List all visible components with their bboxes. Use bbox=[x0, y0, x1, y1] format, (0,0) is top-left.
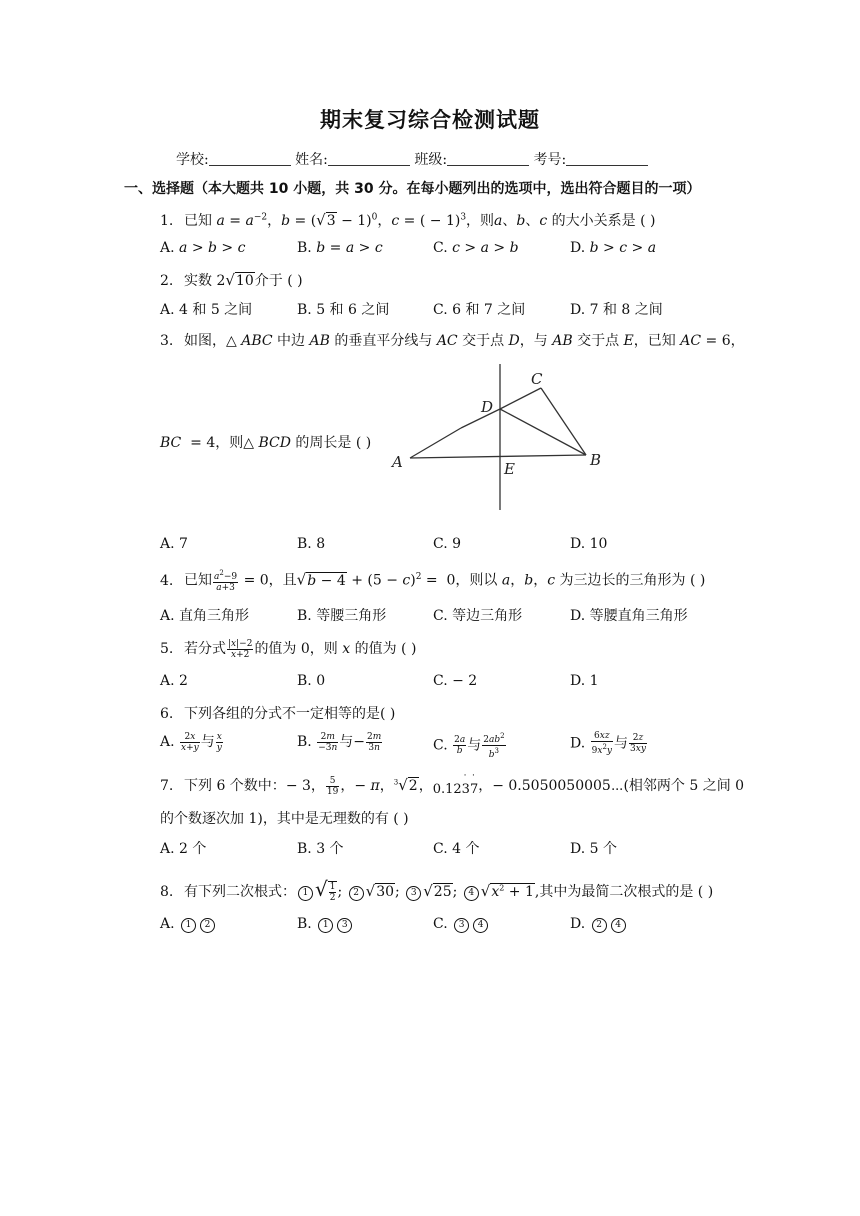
question-5: 5. 若分式 $\frac{|x|-2}{x+2}$ 的值为 0，则 x 的值为 ( ) bbox=[160, 638, 417, 660]
question-text: 介于 ( ) bbox=[254, 273, 303, 289]
exam-number-blank[interactable] bbox=[566, 151, 648, 166]
q5-option-a[interactable]: A. 2 bbox=[160, 673, 188, 689]
label-b: B bbox=[590, 451, 602, 469]
question-number: 2. bbox=[160, 273, 174, 289]
question-8: 8. 有下列二次根式： 1 √ $\frac{1}{2}$ ; 2 √30; 3 √25; 4 $√x^2 + 1$,其中为最简二次根式的是 ( ) bbox=[160, 877, 714, 903]
q3-option-c[interactable]: C. 9 bbox=[433, 536, 462, 552]
question-3: 3. 如图，△ ABC 中边 AB 的垂直平分线与 AC 交于点 D，与 AB 交于点 E，已知 AC = 6， bbox=[160, 333, 745, 349]
triangle-figure bbox=[386, 362, 626, 514]
q1-option-d[interactable]: D. b > c > a bbox=[570, 240, 657, 256]
question-number: 8. bbox=[160, 884, 174, 900]
q5-option-c[interactable]: C. − 2 bbox=[433, 673, 478, 689]
question-number: 1. bbox=[160, 213, 174, 229]
question-text: 有下列二次根式： bbox=[184, 884, 296, 900]
question-text: 若分式 bbox=[184, 641, 226, 657]
question-number: 3. bbox=[160, 333, 174, 349]
segment-ab bbox=[410, 455, 586, 458]
q2-option-c[interactable]: C. 6 和 7 之间 bbox=[433, 302, 526, 318]
q6-option-b[interactable]: B. $\frac{2m}{-3n}$ 与− $\frac{2m}{3n}$ bbox=[297, 731, 382, 753]
q4-option-a[interactable]: A. 直角三角形 bbox=[160, 608, 250, 624]
question-text: 下列各组的分式不一定相等的是( ) bbox=[184, 706, 396, 722]
label-e: E bbox=[504, 460, 515, 478]
question-number: 7. bbox=[160, 778, 174, 794]
q1-option-c[interactable]: C. c > a > b bbox=[433, 240, 519, 256]
q8-option-b[interactable]: B. 1 3 bbox=[297, 916, 354, 933]
q3-option-b[interactable]: B. 8 bbox=[297, 536, 326, 552]
page-title: 期末复习综合检测试题 bbox=[320, 108, 540, 132]
school-label: 学校: bbox=[176, 152, 209, 168]
school-blank[interactable] bbox=[209, 151, 291, 166]
student-info bbox=[176, 149, 648, 169]
name-label: 姓名: bbox=[295, 152, 328, 168]
q2-option-a[interactable]: A. 4 和 5 之间 bbox=[160, 302, 253, 318]
question-text: 的大小关系是 ( ) bbox=[551, 213, 656, 229]
q1-option-a[interactable]: A. a > b > c bbox=[160, 240, 246, 256]
question-7: 7. 下列 6 个数中：− 3， $\frac{5}{19}$ ，− π，$^3$√2，0.123 · 7 · ，− 0.5050050005⋯(相邻两个 5 之间 0 bbox=[160, 771, 745, 797]
q7-option-c[interactable]: C. 4 个 bbox=[433, 841, 480, 857]
label-d: D bbox=[481, 398, 494, 416]
segment-dc bbox=[500, 388, 541, 409]
question-3-line-2: BC = 4，则△ BCD 的周长是 ( ) bbox=[160, 435, 372, 451]
section-heading: 一、选择题（本大题共 10 小题，共 30 分。在每小题列出的选项中，选出符合题目的一项） bbox=[124, 181, 701, 197]
label-a: A bbox=[392, 453, 403, 471]
question-text: 已知 bbox=[184, 572, 212, 589]
q4-option-d[interactable]: D. 等腰直角三角形 bbox=[570, 608, 688, 624]
question-text: 的值为 ( ) bbox=[354, 641, 417, 657]
question-text: ，则 bbox=[466, 213, 495, 229]
question-text: 的值为 0，则 bbox=[254, 641, 338, 657]
q3-option-d[interactable]: D. 10 bbox=[570, 536, 608, 552]
q3-option-a[interactable]: A. 7 bbox=[160, 536, 188, 552]
question-text: 已知 bbox=[184, 213, 212, 229]
q6-option-a[interactable]: A. $\frac{2x}{x+y}$ 与 $\frac{x}{y}$ bbox=[160, 731, 222, 753]
q8-option-d[interactable]: D. 2 4 bbox=[570, 916, 628, 933]
q7-option-a[interactable]: A. 2 个 bbox=[160, 841, 207, 857]
question-text: (相邻两个 5 之间 0 bbox=[623, 778, 745, 794]
q4-option-b[interactable]: B. 等腰三角形 bbox=[297, 608, 387, 624]
segment-ad-1 bbox=[410, 428, 461, 458]
q8-option-c[interactable]: C. 3 4 bbox=[433, 916, 490, 933]
question-text: ，则 bbox=[215, 435, 244, 451]
question-text: ,其中为最简二次根式的是 ( ) bbox=[534, 884, 714, 900]
question-number: 4. bbox=[160, 572, 174, 589]
question-2: 2. 实数 2√10介于 ( ) bbox=[160, 271, 303, 289]
question-text: 如图， bbox=[184, 333, 226, 349]
question-text: 下列 6 个数中： bbox=[184, 778, 286, 794]
question-7-line-2: 的个数逐次加 1)，其中是无理数的有 ( ) bbox=[160, 811, 409, 827]
q6-option-c[interactable]: C. $\frac{2a}{b}$ 与 $\frac{2ab^2}{b^3}$ bbox=[433, 732, 505, 760]
q5-option-d[interactable]: D. 1 bbox=[570, 673, 599, 689]
q5-option-b[interactable]: B. 0 bbox=[297, 673, 326, 689]
name-blank[interactable] bbox=[328, 151, 410, 166]
q2-option-d[interactable]: D. 7 和 8 之间 bbox=[570, 302, 663, 318]
q7-option-b[interactable]: B. 3 个 bbox=[297, 841, 344, 857]
exam-number-label: 考号: bbox=[533, 152, 567, 168]
q1-option-b[interactable]: B. b = a > c bbox=[297, 240, 383, 256]
question-6 bbox=[160, 703, 395, 723]
q7-option-d[interactable]: D. 5 个 bbox=[570, 841, 617, 857]
question-number: 6. bbox=[160, 706, 174, 722]
question-1: 1. 已知 $a = a^{-2}$，$b = (√3 - 1)^0$，c = ( − 1)$^3$，则a、b、c 的大小关系是 ( ) bbox=[160, 211, 656, 229]
label-c: C bbox=[531, 370, 543, 388]
q6-option-d[interactable]: D. $\frac{6xz}{9x^2y}$ 与 $\frac{2z}{3xy}$ bbox=[570, 731, 646, 756]
class-blank[interactable] bbox=[447, 151, 529, 166]
question-text: 为三边长的三角形为 ( ) bbox=[559, 572, 706, 589]
q4-option-c[interactable]: C. 等边三角形 bbox=[433, 608, 523, 624]
question-number: 5. bbox=[160, 641, 174, 657]
question-4: 4. 已知 $\frac{a^2-9}{a+3}$ = 0，且$√b - 4 + (5 - c)^2 = 0$，则以 a，b，c 为三边长的三角形为 ( ) bbox=[160, 569, 706, 593]
question-text: ，且 bbox=[268, 572, 297, 589]
q8-option-a[interactable]: A. 1 2 bbox=[160, 916, 217, 933]
segment-db bbox=[500, 409, 586, 455]
segment-cb bbox=[541, 388, 586, 455]
question-text: 实数 bbox=[184, 273, 212, 289]
class-label: 班级: bbox=[414, 152, 448, 168]
q2-option-b[interactable]: B. 5 和 6 之间 bbox=[297, 302, 390, 318]
question-text: 的周长是 ( ) bbox=[295, 435, 372, 451]
